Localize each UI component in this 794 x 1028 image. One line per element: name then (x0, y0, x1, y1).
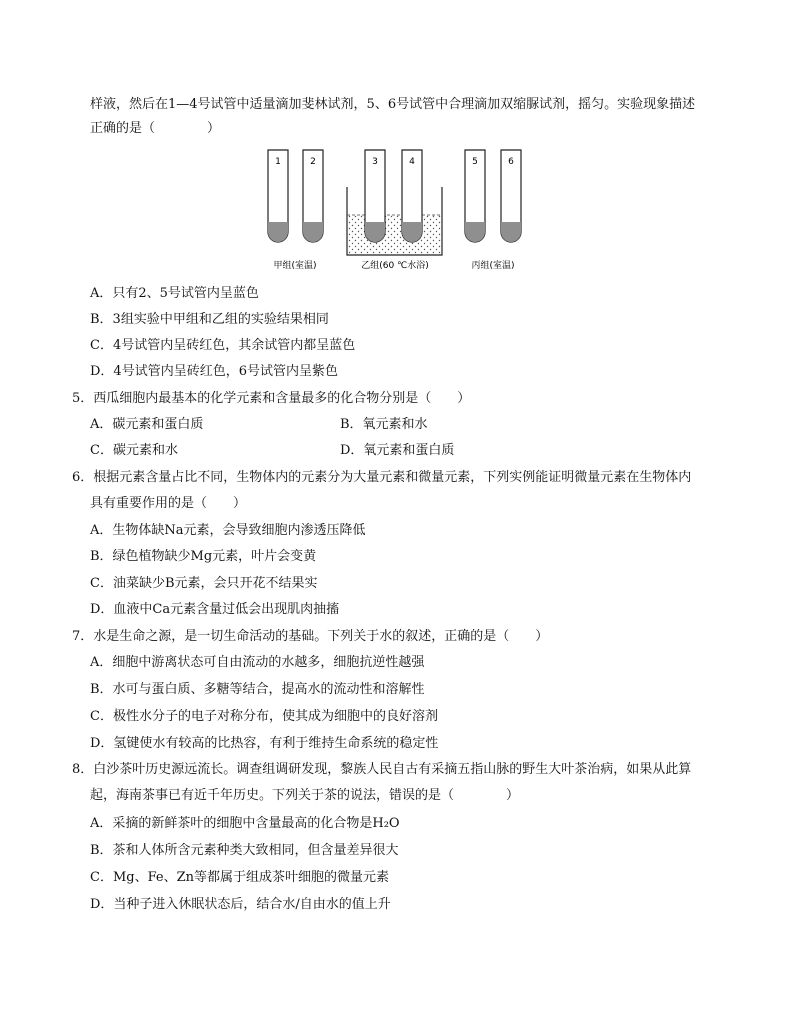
q4-stem-line-1: 样液，然后在1—4号试管中适量滴加斐林试剂，5、6号试管中合理滴加双缩脲试剂，摇匀。实验现象描述 (90, 97, 696, 112)
caption-group-yi: 乙组(60 ℃水浴) (361, 261, 429, 271)
tube-label-4: 4 (409, 157, 415, 167)
q5-stem: 5．西瓜细胞内最基本的化学元素和含量最多的化合物分别是（ ） (72, 391, 471, 406)
q8-option-d: D．当种子进入休眠状态后，结合水/自由水的值上升 (90, 897, 391, 912)
tube-label-2: 2 (310, 157, 316, 167)
caption-group-jia: 甲组(室温) (273, 261, 317, 271)
q4-option-c: C．4号试管内呈砖红色，其余试管内都呈蓝色 (90, 338, 356, 353)
q5-option-a: A．碳元素和蛋白质 (90, 417, 204, 432)
q5-option-b: B．氧元素和水 (340, 417, 428, 432)
q7-option-a: A．细胞中游离状态可自由流动的水越多，细胞抗逆性越强 (90, 655, 425, 670)
q8-stem-line-1: 8．白沙茶叶历史源远流长。调查组调研发现，黎族人民自古有采摘五指山脉的野生大叶茶治病，如果从此算 (72, 762, 692, 777)
tube-label-5: 5 (472, 157, 478, 167)
water-bath-beaker (347, 187, 442, 255)
q8-option-a: A．采摘的新鲜茶叶的细胞中含量最高的化合物是H₂O (90, 816, 400, 831)
q6-option-b: B．绿色植物缺少Mg元素，叶片会变黄 (90, 549, 317, 564)
q6-option-a: A．生物体缺Na元素，会导致细胞内渗透压降低 (90, 523, 366, 538)
q6-stem-line-2: 具有重要作用的是（ ） (90, 496, 247, 511)
q4-option-b: B．3组实验中甲组和乙组的实验结果相同 (90, 312, 329, 327)
q6-stem-line-1: 6．根据元素含量占比不同，生物体内的元素分为大量元素和微量元素，下列实例能证明微量元素在生物体内 (72, 470, 692, 485)
q7-option-d: D．氢键使水有较高的比热容，有利于维持生命系统的稳定性 (90, 736, 439, 751)
q4-stem-line-2: 正确的是（ ） (90, 121, 221, 136)
q5-option-d: D．氧元素和蛋白质 (340, 443, 455, 458)
q8-stem-line-2: 起，海南茶事已有近千年历史。下列关于茶的说法，错误的是（ ） (90, 788, 520, 803)
q4-option-d: D．4号试管内呈砖红色，6号试管内呈紫色 (90, 364, 338, 379)
q4-option-a: A．只有2、5号试管内呈蓝色 (90, 286, 259, 301)
tube-label-3: 3 (372, 157, 378, 167)
caption-group-bing: 丙组(室温) (471, 261, 515, 271)
q7-option-b: B．水可与蛋白质、多糖等结合，提高水的流动性和溶解性 (90, 682, 425, 697)
tube-label-6: 6 (508, 157, 514, 167)
q8-option-b: B．茶和人体所含元素种类大致相同，但含量差异很大 (90, 843, 399, 858)
q8-option-c: C．Mg、Fe、Zn等都属于组成茶叶细胞的微量元素 (90, 870, 389, 885)
q5-option-c: C．碳元素和水 (90, 443, 178, 458)
test-tube-figure (255, 140, 545, 280)
tube-label-1: 1 (275, 157, 281, 167)
q6-option-d: D．血液中Ca元素含量过低会出现肌肉抽搐 (90, 602, 340, 617)
q7-stem: 7．水是生命之源，是一切生命活动的基础。下列关于水的叙述，正确的是（ ） (72, 629, 549, 644)
q6-option-c: C．油菜缺少B元素，会只开花不结果实 (90, 576, 318, 591)
q7-option-c: C．极性水分子的电子对称分布，使其成为细胞中的良好溶剂 (90, 709, 438, 724)
